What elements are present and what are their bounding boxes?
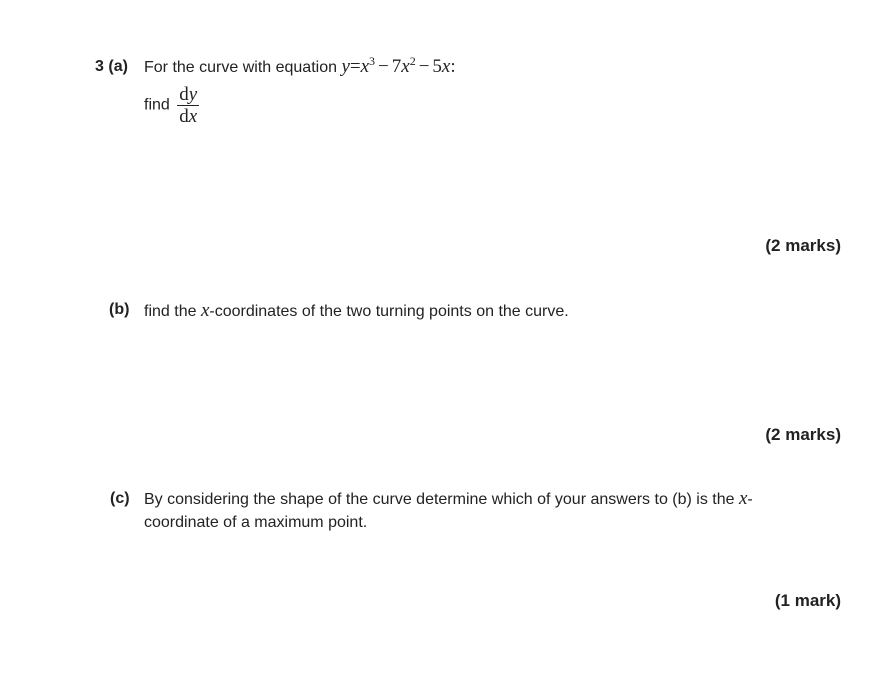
- part-b-text-before: find the: [144, 303, 201, 320]
- fraction-numerator: [177, 84, 199, 106]
- part-b-text-after: -coordinates of the two turning points on the curve.: [209, 303, 569, 320]
- find-text: find: [144, 96, 170, 114]
- part-a-marks: (2 marks): [765, 236, 841, 255]
- curve-equation: [341, 56, 455, 77]
- part-c-marks: (1 mark): [774, 591, 841, 610]
- part-c-label: (c): [110, 490, 130, 507]
- eq-y: y: [341, 56, 350, 77]
- part-a-label: (a): [108, 58, 128, 75]
- part-c-text-before: By considering the shape of the curve determine which of your answers to (b) is the: [144, 491, 739, 508]
- question-number-text: 3: [95, 58, 104, 75]
- part-c-hyphen: -: [747, 491, 753, 508]
- part-a-prompt: [144, 56, 456, 78]
- part-b-marks: (2 marks): [765, 425, 841, 444]
- dy-dx-fraction: [177, 84, 199, 127]
- eq-power-1: 3: [369, 54, 376, 68]
- eq-power-2: 2: [409, 54, 416, 68]
- fraction-denominator: [177, 106, 199, 127]
- eq-x2: x: [401, 56, 410, 77]
- part-b-label: (b): [109, 301, 130, 318]
- num-d: d: [179, 84, 189, 105]
- part-b-var: x: [200, 300, 210, 321]
- eq-equals: =: [349, 56, 361, 77]
- den-var: x: [188, 106, 198, 127]
- part-a-intro: For the curve with equation: [144, 59, 337, 76]
- part-c-line-2: coordinate of a maximum point.: [144, 514, 368, 531]
- eq-minus-2: −: [418, 56, 430, 77]
- part-c-line-1: [144, 488, 753, 510]
- eq-x1: x: [360, 56, 370, 77]
- num-var: y: [188, 84, 198, 105]
- part-b-text: [144, 300, 569, 322]
- eq-coef-3: 5: [432, 56, 442, 77]
- eq-coef-2: 7: [391, 56, 402, 77]
- part-a-find: [144, 84, 199, 127]
- part-c-var: x: [738, 488, 748, 509]
- eq-minus-1: −: [378, 56, 389, 77]
- question-number: [95, 58, 128, 76]
- den-d: d: [179, 106, 189, 127]
- eq-colon: :: [450, 56, 456, 77]
- eq-x3: x: [441, 56, 451, 77]
